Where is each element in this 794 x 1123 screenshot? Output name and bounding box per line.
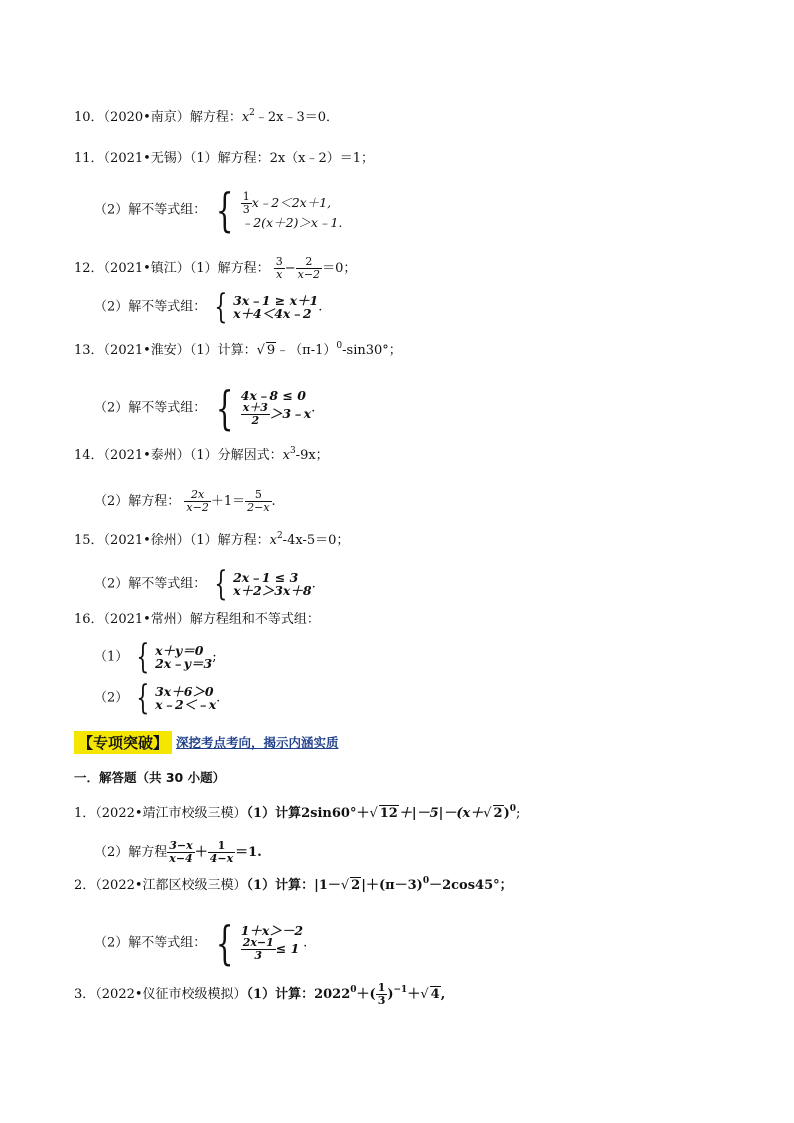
problem-source: （2021•徐州）	[103, 533, 190, 548]
problem-part: （2）解不等式组：	[94, 576, 207, 592]
equation: ＝0；	[322, 261, 357, 276]
calc-expression: |＋(π－3)	[361, 878, 423, 893]
system-row: 3x﹣1 ≥ x＋1	[233, 293, 319, 308]
section-heading: 一．解答题（共 30 小题）	[74, 770, 226, 785]
problem-source: （2022•靖江市校级三模）	[95, 806, 247, 821]
problem-13-part2	[94, 381, 316, 435]
problem-number: 15．	[74, 533, 104, 548]
system-row: 2x﹣y＝3	[155, 656, 213, 671]
problem-15-part2	[94, 564, 316, 604]
problem-part: （2）	[94, 690, 129, 706]
system-row: ＞3﹣x	[269, 406, 312, 421]
problem-number: 3．	[74, 987, 96, 1002]
equation-system: { x＋y＝0 2x﹣y＝3	[136, 637, 213, 677]
exercise-2: 2．（2022•江都区校级三模）（1）计算：|1－√ $2|+(\pi-3)^0-2\cos 45^\circ$；	[74, 876, 513, 893]
system-row: ≤ 1	[275, 941, 300, 956]
expression: -9x；	[295, 448, 329, 463]
calc-expression: －2cos45°；	[429, 878, 513, 893]
system-row: x＋2＞3x＋8	[233, 583, 312, 598]
problem-number: 2．	[74, 878, 96, 893]
calc-expression: )	[503, 806, 510, 821]
exercise-3: 3．（2022•仪征市校级模拟）（1）计算：$2022^0+$( $\frac{1}{3}$ )$^{-1}$＋√ 4,	[74, 981, 446, 1007]
period: .	[318, 299, 323, 315]
problem-part: （1）解方程：2x（x﹣2）＝1；	[189, 151, 375, 166]
equation: ＝1.	[235, 845, 262, 860]
system-row: 4x﹣8 ≤ 0	[240, 388, 306, 403]
problem-number: 13．	[74, 343, 104, 358]
problem-text: 解方程：	[189, 110, 242, 125]
banner-tagline: 深挖考点考向，揭示内涵实质	[176, 735, 339, 750]
problem-source: （2022•仪征市校级模拟）	[95, 987, 247, 1002]
problem-number: 1．	[74, 806, 96, 821]
calc-expression: -sin30°；	[342, 343, 402, 358]
system-row: x﹣2＜﹣x	[155, 697, 217, 712]
system-row: ﹣2(x＋2)＞x﹣1.	[240, 215, 343, 230]
problem-source: （2021•淮安）	[103, 343, 190, 358]
problem-16-part1	[94, 637, 217, 677]
problem-source: （2022•江都区校级三模）	[95, 878, 247, 893]
calc-expression: ,	[440, 987, 446, 1002]
system-row: x﹣2＜2x＋1,	[251, 195, 332, 210]
problem-part: （2）解不等式组：	[94, 935, 207, 951]
period: .	[303, 935, 308, 951]
system-row: x＋4＜4x﹣2	[233, 306, 312, 321]
problem-number: 12．	[74, 261, 104, 276]
problem-number: 14．	[74, 448, 104, 463]
problem-text: 解方程组和不等式组：	[189, 612, 320, 627]
period: .	[271, 494, 276, 509]
calc-expression: ﹣（π-1）	[276, 343, 337, 358]
problem-part: （2）解方程	[94, 845, 168, 860]
calc-expression: ＋(	[356, 987, 376, 1002]
exercise-1: 1．（2022•靖江市校级三模）（1）计算2sin60°＋√ 12＋|－5|－(x＋√ 2)$^0$;	[74, 804, 521, 821]
problem-source: （2021•无锡）	[103, 151, 190, 166]
problem-source: （2020•南京）	[103, 110, 190, 125]
problem-14-part2: （2）解方程： $\frac{2x}{x-2}$ ＋1＝ $\frac{5}{2-x}$ .	[94, 488, 276, 514]
problem-part: （1）解方程：	[189, 261, 270, 276]
system-row: 3x＋6＞0	[155, 684, 214, 699]
problem-number: 11．	[74, 151, 104, 166]
system-row: x＋y＝0	[155, 643, 204, 658]
period: .	[216, 690, 221, 706]
problem-number: 16．	[74, 612, 104, 627]
equation: ＋	[194, 845, 208, 860]
exercise-2-part2	[94, 916, 308, 970]
equation: ﹣2x﹣3＝0．	[254, 110, 340, 125]
problem-part: （1）计算：2022	[246, 987, 351, 1002]
calc-expression: ＋	[407, 987, 421, 1002]
problem-14: 14．（2021•泰州）（1）分解因式：$x^3-9x$；	[74, 446, 329, 463]
problem-part: （2）解不等式组：	[94, 299, 207, 315]
problem-15: 15．（2021•徐州）（1）解方程：$x^2-4x-5=0$；	[74, 531, 350, 548]
problem-11-part2	[94, 183, 343, 237]
problem-part: （1）分解因式：	[189, 448, 283, 463]
calc-expression: )	[387, 987, 394, 1002]
inequality-system: { 1＋x＞－2 $\frac{2x-1}{3}$ ≤ 1	[216, 916, 304, 970]
problem-10: 10．（2020•南京）解方程：$x^2﹣2x﹣3=0$．	[74, 108, 340, 125]
problem-part: （2）解不等式组：	[94, 400, 207, 416]
banner-tag: 【专项突破】	[74, 731, 172, 754]
inequality-system: { 3x﹣1 ≥ x＋1 x＋4＜4x﹣2	[214, 287, 319, 327]
problem-part: （2）解方程：	[94, 494, 181, 509]
problem-12: 12．（2021•镇江）（1）解方程： $\frac{3}{x}$ − $\frac{2}{x-2}$ ＝0；	[74, 255, 357, 281]
problem-number: 10．	[74, 110, 104, 125]
equation: -4x-5＝0；	[282, 533, 350, 548]
problem-source: （2021•泰州）	[103, 448, 190, 463]
problem-source: （2021•常州）	[103, 612, 190, 627]
problem-source: （2021•镇江）	[103, 261, 190, 276]
problem-16	[74, 612, 320, 628]
calc-expression: ＋|－5|－(x＋	[398, 806, 484, 821]
equation: ＋1＝	[210, 494, 246, 509]
problem-13: 13．（2021•淮安）（1）计算：√ $9﹣(\pi-1)^0-\sin 30^\circ$；	[74, 341, 402, 358]
exercise-1-part2: （2）解方程 $\frac{3-x}{x-4}$ ＋ $\frac{1}{4-x}$ ＝1.	[94, 839, 262, 865]
separator: ;	[212, 649, 217, 665]
inequality-system: { 2x﹣1 ≤ 3 x＋2＞3x＋8	[214, 564, 312, 604]
problem-16-part2	[94, 678, 221, 718]
system-row: 1＋x＞－2	[240, 923, 304, 938]
problem-11	[74, 151, 374, 167]
period: .	[311, 400, 316, 416]
problem-12-part2	[94, 287, 323, 327]
problem-part: （1）解方程：	[189, 533, 270, 548]
section-banner	[74, 731, 339, 753]
problem-part: （1）	[94, 649, 129, 665]
inequality-system: { 3x＋6＞0 x﹣2＜﹣x	[136, 678, 217, 718]
problem-part: （1）计算：|1－	[246, 878, 341, 893]
problem-part: （1）计算：	[189, 343, 257, 358]
inequality-system: { 4x﹣8 ≤ 0 $\frac{x+3}{2}$ ＞3﹣x	[216, 381, 312, 435]
problem-part: （1）计算2sin60°＋	[246, 806, 370, 821]
period: .	[311, 576, 316, 592]
system-row: 2x﹣1 ≤ 3	[233, 570, 299, 585]
problem-part: （2）解不等式组：	[94, 202, 207, 218]
inequality-system: { $\frac{1}{3}$ x﹣2＜2x＋1, ﹣2(x＋2)＞x﹣1.	[216, 183, 343, 237]
